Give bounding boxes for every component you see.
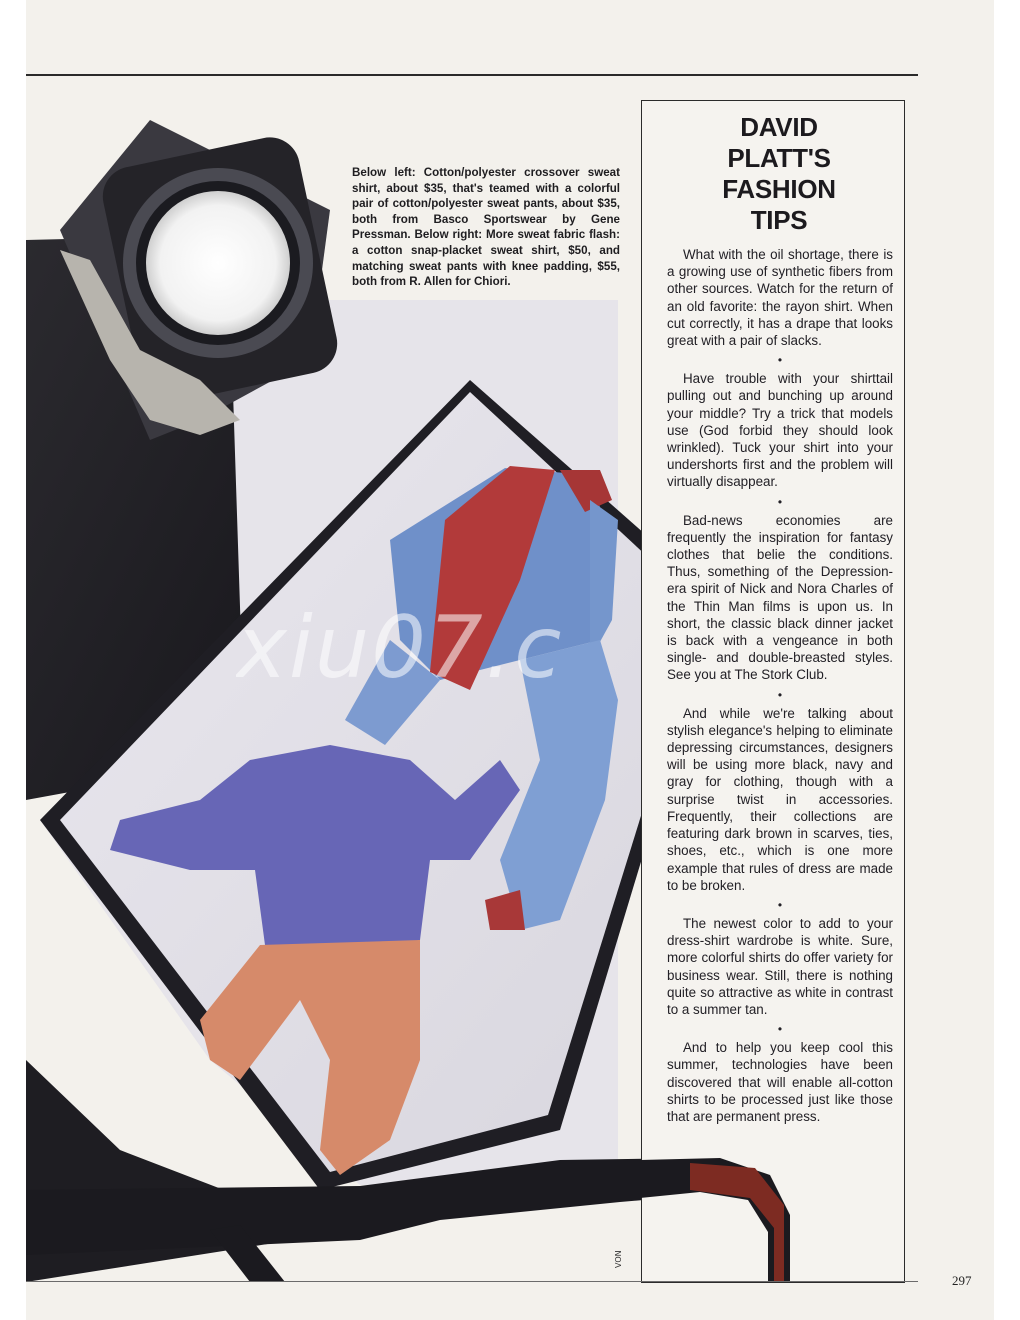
title-line: DAVID [740, 112, 818, 142]
sidebar-title [641, 112, 917, 236]
bullet-divider: • [777, 687, 783, 702]
tip-paragraph: And to help you keep cool this summer, technologies have been discovered that will enable all-cotton shirts to be processed just like those that are permanent press. [667, 1040, 893, 1124]
tip-paragraph: Bad-news economies are frequently the inspiration for fantasy clothes that belie the conditions. Thus, something of the Depression-era spirit of Nick and Nora Charles of the Thin Man films is upon us. In short, the classic black dinner jacket is back with a vengeance in both single- and double-breasted styles. See you at The Stork Club. [667, 512, 893, 683]
bullet-divider: • [777, 897, 783, 912]
tip-paragraph: Have trouble with your shirttail pulling out and bunching up around your middle? Try a trick that models use (God forbid they should look wrinkled). Tuck your shirt into your undershorts first and the problem will virtually disappear. [667, 371, 893, 490]
sidebar-body [667, 246, 893, 1125]
watermark: xiu07.c [236, 598, 564, 698]
page-number: 297 [952, 1273, 972, 1288]
title-line: PLATT'S [727, 143, 831, 173]
tip-paragraph: And while we're talking about stylish elegance's helping to eliminate depressing circumstances, designers will be using more black, navy and gray for clothing, though with a surprise twist in accessories. Frequently, their collections are featuring dark brown in scarves, ties, shoes, etc., which is one more example that rules of dress are made to be broken. [667, 705, 893, 893]
bullet-divider: • [777, 494, 783, 509]
bullet-divider: • [777, 353, 783, 368]
photo-credit: VON [614, 1250, 623, 1268]
tip-paragraph: The newest color to add to your dress-shirt wardrobe is white. Sure, more colorful shirts do offer variety for business wear. Still, there is nothing quite so attractive as white in contrast to a summer tan. [667, 915, 893, 1017]
bullet-divider: • [777, 1022, 783, 1037]
title-line: FASHION [722, 174, 836, 204]
bottom-rule [26, 1281, 918, 1282]
photo-caption: Below left: Cotton/polyester crossover sweat shirt, about $35, that's teamed with a colorful pair of cotton/polyester sweat pants, about $35, both from Basco Sportswear by Gene Pressman. Below right: More sweat fabric flash: a cotton snap-placket sweat shirt, $50, and matching sweat pants with knee padding, $55, both from R. Allen for Chiori. [352, 166, 620, 289]
title-line: TIPS [750, 205, 808, 235]
tip-paragraph: What with the oil shortage, there is a growing use of synthetic fibers from other sources. Watch for the return of an old favorite: the rayon shirt. When cut correctly, it has a drape that looks great with a pair of slacks. [667, 247, 893, 349]
